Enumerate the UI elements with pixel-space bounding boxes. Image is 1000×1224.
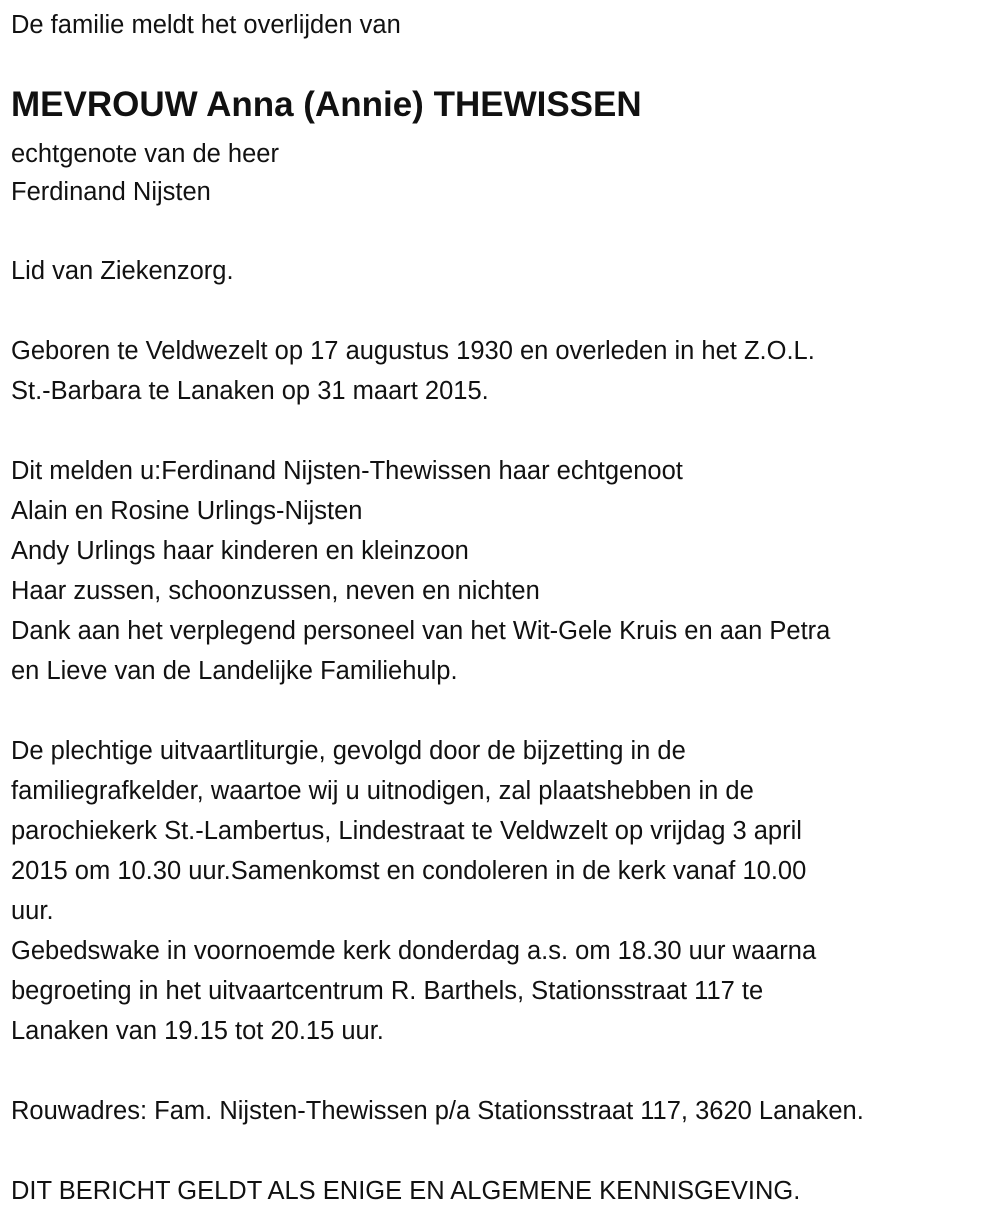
obituary-document — [11, 5, 990, 1211]
mourning-address: Rouwadres: Fam. Nijsten-Thewissen p/a Stationsstraat 117, 3620 Lanaken. — [11, 1097, 864, 1125]
funeral-line: uur. — [11, 897, 54, 925]
official-notice: DIT BERICHT GELDT ALS ENIGE EN ALGEMENE KENNISGEVING. — [11, 1177, 801, 1205]
intro-text: De familie meldt het overlijden van — [11, 11, 401, 39]
funeral-line: familiegrafkelder, waartoe wij u uitnodigen, zal plaatshebben in de — [11, 777, 754, 805]
family-line: en Lieve van de Landelijke Familiehulp. — [11, 657, 458, 685]
spouse-line: echtgenote van de heer — [11, 140, 279, 168]
funeral-line: Gebedswake in voornoemde kerk donderdag a.s. om 18.30 uur waarna — [11, 937, 817, 965]
deceased-name: MEVROUW Anna (Annie) THEWISSEN — [11, 85, 642, 124]
family-line: Dank aan het verplegend personeel van het Wit-Gele Kruis en aan Petra — [11, 617, 831, 645]
funeral-line: De plechtige uitvaartliturgie, gevolgd door de bijzetting in de — [11, 737, 686, 765]
family-line: Andy Urlings haar kinderen en kleinzoon — [11, 537, 469, 565]
family-line: Dit melden u:Ferdinand Nijsten-Thewissen haar echtgenoot — [11, 457, 683, 485]
funeral-line: Lanaken van 19.15 tot 20.15 uur. — [11, 1017, 384, 1045]
birth-death-line: Geboren te Veldwezelt op 17 augustus 1930 en overleden in het Z.O.L. — [11, 337, 815, 365]
birth-death-line: St.-Barbara te Lanaken op 31 maart 2015. — [11, 377, 489, 405]
funeral-line: begroeting in het uitvaartcentrum R. Barthels, Stationsstraat 117 te — [11, 977, 764, 1005]
family-line: Alain en Rosine Urlings-Nijsten — [11, 497, 363, 525]
membership-text: Lid van Ziekenzorg. — [11, 257, 234, 285]
funeral-line: parochiekerk St.-Lambertus, Lindestraat te Veldwzelt op vrijdag 3 april — [11, 817, 802, 845]
spouse-name: Ferdinand Nijsten — [11, 178, 211, 206]
family-line: Haar zussen, schoonzussen, neven en nichten — [11, 577, 540, 605]
funeral-line: 2015 om 10.30 uur.Samenkomst en condoleren in de kerk vanaf 10.00 — [11, 857, 807, 885]
